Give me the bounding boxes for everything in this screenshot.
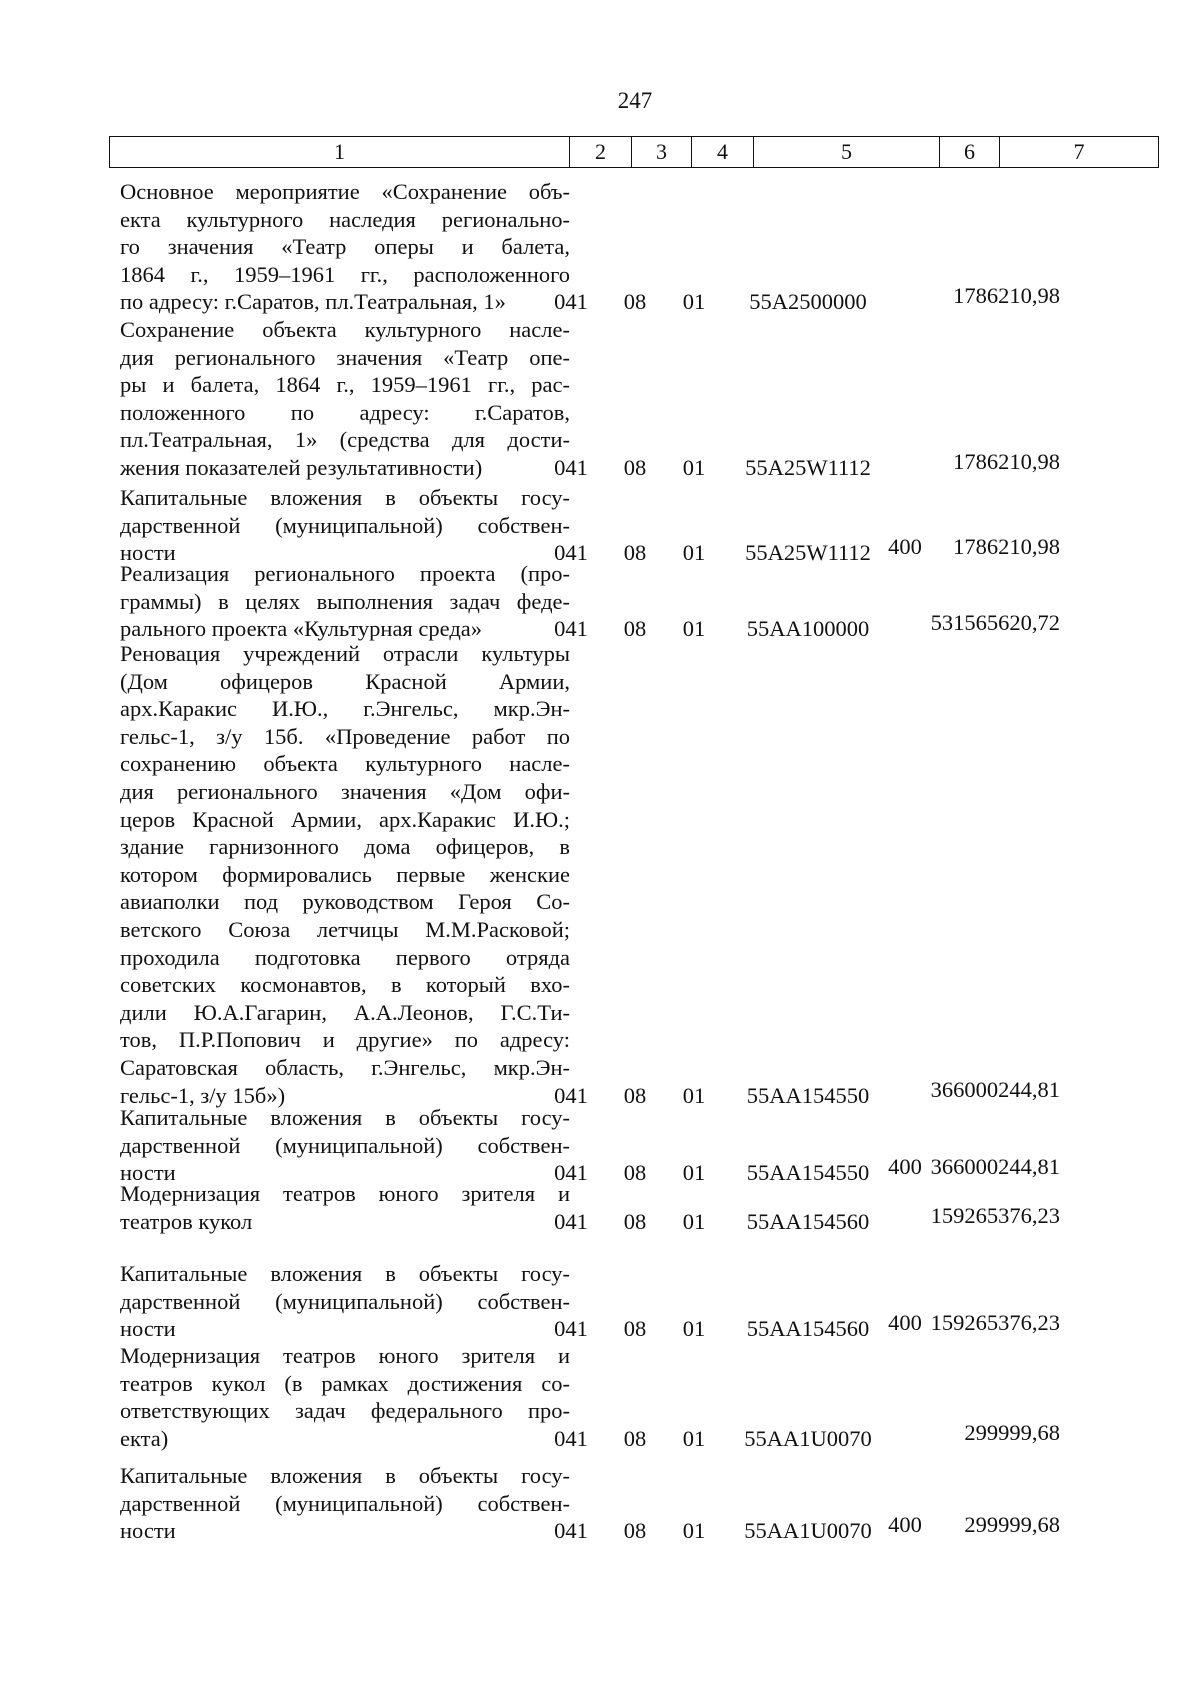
description-line: театров кукол (в рамках достижения со- <box>120 1370 570 1396</box>
amount-value: 299999,68 <box>964 1419 1060 1445</box>
table-header <box>109 136 1159 168</box>
description-line: арх.Каракис И.Ю., г.Энгельс, мкр.Эн- <box>120 696 570 722</box>
section-code: 08 <box>623 1160 647 1186</box>
description-line: ности <box>120 540 176 566</box>
description-line: котором формировались первые женские <box>120 861 570 887</box>
row-description <box>120 316 570 482</box>
target-article-code: 55AA1U0070 <box>744 1518 872 1544</box>
description-line: гельс-1, з/у 15б») <box>120 1082 286 1108</box>
amount-value: 159265376,23 <box>930 1310 1060 1336</box>
description-line: дия регионального значения «Дом офи- <box>120 778 570 804</box>
amount-value: 531565620,72 <box>930 610 1060 636</box>
description-line: граммы) в целях выполнения задач феде- <box>120 588 570 614</box>
section-code: 08 <box>623 1518 647 1544</box>
description-line: сохранению объекта культурного насле- <box>120 751 570 777</box>
chapter-code: 041 <box>554 1082 588 1108</box>
description-line: Реализация регионального проекта (про- <box>120 561 570 586</box>
subsection-code: 01 <box>682 1316 706 1342</box>
description-line: Модернизация театров юного зрителя и <box>120 1181 570 1206</box>
description-line: положенного по адресу: г.Саратов, <box>120 399 570 425</box>
chapter-code: 041 <box>554 1518 588 1544</box>
section-code: 08 <box>623 1208 647 1234</box>
row-description <box>120 1260 570 1343</box>
expense-type-code: 400 <box>888 1512 922 1538</box>
description-line: жения показателей результативности) <box>120 454 483 480</box>
subsection-code: 01 <box>682 455 706 480</box>
section-code: 08 <box>623 540 647 566</box>
subsection-code: 01 <box>682 540 706 566</box>
chapter-code: 041 <box>554 540 588 566</box>
description-line: гельс-1, з/у 15б. «Проведение работ по <box>120 723 570 749</box>
description-line: екта культурного наследия регионально- <box>120 206 570 232</box>
description-line: Капитальные вложения в объекты госу- <box>120 1105 570 1130</box>
target-article-code: 55AA1U0070 <box>744 1425 872 1451</box>
subsection-code: 01 <box>682 616 706 642</box>
description-line: го значения «Театр оперы и балета, <box>120 234 570 260</box>
description-line: ности <box>120 1518 176 1544</box>
description-line: ности <box>120 1316 176 1342</box>
description-line: дарственной (муниципальной) собствен- <box>120 512 570 538</box>
expense-type-code: 400 <box>888 1310 922 1336</box>
subsection-code: 01 <box>682 1082 706 1108</box>
amount-value: 159265376,23 <box>930 1202 1060 1228</box>
row-description <box>120 560 570 643</box>
description-line: проходила подготовка первого отряда <box>120 944 570 970</box>
chapter-code: 041 <box>554 616 588 642</box>
header-col-3: 3 <box>632 137 692 167</box>
description-line: Капитальные вложения в объекты госу- <box>120 1261 570 1286</box>
subsection-code: 01 <box>682 1160 706 1186</box>
amount-value: 299999,68 <box>964 1512 1060 1538</box>
chapter-code: 041 <box>554 1208 588 1234</box>
target-article-code: 55AA154560 <box>746 1208 870 1234</box>
section-code: 08 <box>623 455 647 480</box>
description-line: ответствующих задач федерального про- <box>120 1398 570 1424</box>
header-col-4: 4 <box>692 137 754 167</box>
row-description <box>120 1462 570 1545</box>
description-line: Основное мероприятие «Сохранение объ- <box>120 179 570 204</box>
target-article-code: 55A25W1112 <box>745 540 871 566</box>
description-line: Капитальные вложения в объекты госу- <box>120 1463 570 1488</box>
description-line: тов, П.Р.Попович и другие» по адресу: <box>120 1027 570 1053</box>
row-description <box>120 178 570 316</box>
amount-value: 366000244,81 <box>930 1154 1060 1180</box>
row-description <box>120 1342 570 1452</box>
description-line: церов Красной Армии, арх.Каракис И.Ю.; <box>120 806 570 832</box>
description-line: Модернизация театров юного зрителя и <box>120 1343 570 1368</box>
target-article-code: 55A2500000 <box>749 289 867 315</box>
expense-type-code: 400 <box>888 1154 922 1180</box>
description-line: рального проекта «Культурная среда» <box>120 616 483 642</box>
section-code: 08 <box>623 616 647 642</box>
section-code: 08 <box>623 1425 647 1451</box>
description-line: дарственной (муниципальной) собствен- <box>120 1288 570 1314</box>
chapter-code: 041 <box>554 289 588 315</box>
target-article-code: 55AA154550 <box>746 1082 870 1108</box>
description-line: Реновация учреждений отрасли культуры <box>120 641 570 666</box>
description-line: екта) <box>120 1425 169 1451</box>
chapter-code: 041 <box>554 1160 588 1186</box>
section-code: 08 <box>623 1316 647 1342</box>
header-col-2: 2 <box>570 137 632 167</box>
description-line: Сохранение объекта культурного насле- <box>120 317 570 342</box>
description-line: авиаполки под руководством Героя Со- <box>120 889 570 915</box>
description-line: дарственной (муниципальной) собствен- <box>120 1132 570 1158</box>
target-article-code: 55AA154560 <box>746 1316 870 1342</box>
target-article-code: 55AA100000 <box>746 616 870 642</box>
subsection-code: 01 <box>682 289 706 315</box>
description-line: ры и балета, 1864 г., 1959–1961 гг., рас- <box>120 372 570 398</box>
section-code: 08 <box>623 1082 647 1108</box>
page-number: 247 <box>617 88 653 113</box>
description-line: по адресу: г.Саратов, пл.Театральная, 1» <box>120 289 506 315</box>
row-description <box>120 640 570 1109</box>
row-description <box>120 484 570 567</box>
subsection-code: 01 <box>682 1208 706 1234</box>
section-code: 08 <box>623 289 647 315</box>
header-col-5: 5 <box>754 137 940 167</box>
chapter-code: 041 <box>554 1425 588 1451</box>
description-line: пл.Театральная, 1» (средства для дости- <box>120 427 570 453</box>
subsection-code: 01 <box>682 1518 706 1544</box>
target-article-code: 55A25W1112 <box>745 455 871 480</box>
description-line: театров кукол <box>120 1208 253 1234</box>
description-line: здание гарнизонного дома офицеров, в <box>120 834 570 860</box>
header-col-6: 6 <box>940 137 1000 167</box>
description-line: Саратовская область, г.Энгельс, мкр.Эн- <box>120 1054 570 1080</box>
description-line: дия регионального значения «Театр опе- <box>120 344 570 370</box>
amount-value: 1786210,98 <box>953 283 1060 309</box>
description-line: дили Ю.А.Гагарин, А.А.Леонов, Г.С.Ти- <box>120 999 570 1025</box>
amount-value: 1786210,98 <box>953 449 1060 474</box>
description-line: 1864 г., 1959–1961 гг., расположенного <box>120 261 570 287</box>
amount-value: 366000244,81 <box>930 1076 1060 1102</box>
row-description <box>120 1104 570 1187</box>
description-line: советских космонавтов, в который вхо- <box>120 972 570 998</box>
subsection-code: 01 <box>682 1425 706 1451</box>
description-line: ности <box>120 1160 176 1186</box>
target-article-code: 55AA154550 <box>746 1160 870 1186</box>
header-col-7: 7 <box>1073 139 1085 164</box>
chapter-code: 041 <box>554 1316 588 1342</box>
description-line: (Дом офицеров Красной Армии, <box>120 668 570 694</box>
description-line: дарственной (муниципальной) собствен- <box>120 1490 570 1516</box>
description-line: ветского Союза летчицы М.М.Расковой; <box>120 916 570 942</box>
header-col-1: 1 <box>110 137 570 167</box>
expense-type-code: 400 <box>888 534 922 560</box>
chapter-code: 041 <box>554 455 588 480</box>
row-description <box>120 1180 570 1235</box>
amount-value: 1786210,98 <box>953 534 1060 560</box>
description-line: Капитальные вложения в объекты госу- <box>120 485 570 510</box>
